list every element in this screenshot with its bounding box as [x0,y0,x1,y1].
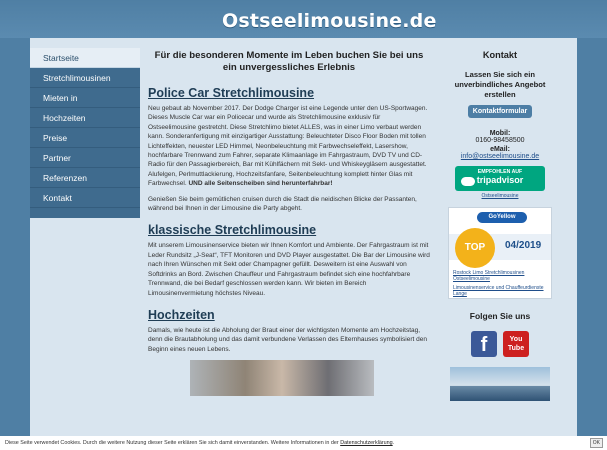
goyellow-link-service[interactable]: Limousinenservice und Chauffeurdienste Lange [453,285,544,297]
contact-title: Kontakt [482,50,518,60]
contact-sidebar [438,50,562,401]
page-wrapper [30,38,577,436]
wedding-photo [190,360,374,396]
site-header [0,0,607,38]
nav-item-startseite[interactable]: Startseite [30,48,140,68]
cookie-text: Diese Seite verwendet Cookies. Durch die weitere Nutzung dieser Seite erklären Sie sich damit einverstanden. Weitere Informationen in der [5,440,339,446]
section-text-police-car [148,104,430,189]
email-link[interactable]: info@ostseelimousine.de [460,153,540,160]
cruise-ship-photo [450,367,550,401]
goyellow-top-badge-icon: TOP [455,228,495,268]
facebook-icon[interactable]: f [471,331,497,357]
email-label: eMail: [490,146,510,153]
follow-heading: Folgen Sie uns [469,311,531,321]
nav-item-kontakt[interactable]: Kontakt [30,188,140,208]
tripadvisor-caption[interactable]: Ostseelimousine [481,193,519,199]
cookie-ok-button[interactable]: OK [590,438,603,448]
goyellow-link-rostock[interactable]: Rostock Limo Stretchlimousinen Ostseelimousine [453,270,525,282]
contact-details [438,130,562,160]
goyellow-date: 04/2019 [505,240,542,251]
site-logo[interactable]: Ostseelimousine.de [222,10,437,32]
tripadvisor-badge[interactable] [455,166,545,191]
cookie-banner: Diese Seite verwendet Cookies. Durch die weitere Nutzung dieser Seite erklären Sie sich damit einverstanden. Weitere Informationen in der Datenschutzerklärung. OK [0,436,607,450]
section-text-police-car-2: Genießen Sie beim gemütlichen cruisen durch die Stadt die neidischen Blicke der Passanten, während bei Ihnen in der Limousine die Party abgeht. [148,195,417,213]
section-text-classic-limo: Mit unserem Limousinenservice bieten wir Ihnen Komfort und Ambiente. Der Fahrgastraum ist mit Leder Rundsitz „J-Seat“, TFT Monitoren und DVD Player ausgestattet. Die Bar der Limousine wird nach Ihren Wünschen mit Sekt oder Champagner gefüllt. Desweitern ist eine Auswahl von Softdrinks an Bord. Zwischen Chauffeur und Fahrgastraum befindet sich eine hochfahrbare Trennwand, die bei Bedarf geschlossen werden kann. Wir bieten im Bereich Limousinenvermietung höchstes Niveau. [148,242,430,297]
main-content [148,50,430,396]
nav-item-partner[interactable]: Partner [30,148,140,168]
nav-item-hochzeiten[interactable]: Hochzeiten [30,108,140,128]
section-title-police-car: Police Car Stretchlimousine [148,86,315,100]
mobile-number[interactable]: 0160-98458500 [475,137,525,144]
section-title-classic-limo: klassische Stretchlimousine [148,223,317,238]
section-text-hochzeiten: Damals, wie heute ist die Abholung der Braut einer der wichtigsten Momente am Hochzeitstag, denn die Brautabholung und das damit verbundene Verlassen des Elternhauses symbolisiert den Beginn eines neuen Lebens. [148,326,427,353]
nav-item-preise[interactable]: Preise [30,128,140,148]
police-car-highlight: UND alle Seitenscheiben sind herunterfahrbar! [188,180,333,188]
intro-heading: Für die besonderen Momente im Leben buchen Sie bei uns ein unvergessliches Erlebnis [154,50,424,73]
nav-footer-fill [30,208,140,218]
section-title-hochzeiten: Hochzeiten [148,307,215,322]
tripadvisor-line1: EMPFOHLEN AUF [477,169,523,175]
nav-item-stretchlimousinen[interactable]: Stretchlimousinen [30,68,140,88]
youtube-icon[interactable]: You Tube [503,331,529,357]
contact-form-button[interactable]: Kontaktformular [468,105,532,118]
goyellow-widget[interactable] [448,207,552,299]
main-nav [30,48,140,218]
mobile-label: Mobil: [489,130,511,137]
tripadvisor-logo: tripadvisor [476,175,524,185]
police-car-description: Neu gebaut ab November 2017. Der Dodge Charger ist eine Legende unter den US-Sportwagen. Dieses Muscle Car war ein Policecar und wurde als Stretchlimousine exklusiv für Ostseelimousine gestretcht. Diese Stretchlimo bietet ALLES, was in einer Limo verbaut werden kann. Sonderanfertigung mit einzigartiger Ausstattung: Beleuchteter Disco Floor Boden mit tollen Lichteffekten, neuester LED Himmel, Neonbeleuchtung mit Farbwechseleffekt, Lasershow, hochfarbare Trennwand zum Fahrer, separate Klimaanlage im Fahrgastraum, DVD TV und CD-Radio für den Passagierbereich, Bar mit Kühlfächern mit Sekt- und Whiskeygläsern ausgestattet. Alufelgen, Perlmuttlackierung, Hochzeitsfanfare, Seitenbeleuchtung komplett hinter Glas mit Farbwechsel. [148,105,428,188]
social-links [438,331,562,357]
goyellow-logo: GoYellow [477,212,527,223]
contact-lead: Lassen Sie sich ein unverbindliches Angebot erstellen [454,70,546,99]
nav-item-referenzen[interactable]: Referenzen [30,168,140,188]
privacy-policy-link[interactable]: Datenschutzerklärung [340,440,393,446]
nav-item-mieten-in[interactable]: Mieten in [30,88,140,108]
tripadvisor-owl-icon [461,177,475,186]
